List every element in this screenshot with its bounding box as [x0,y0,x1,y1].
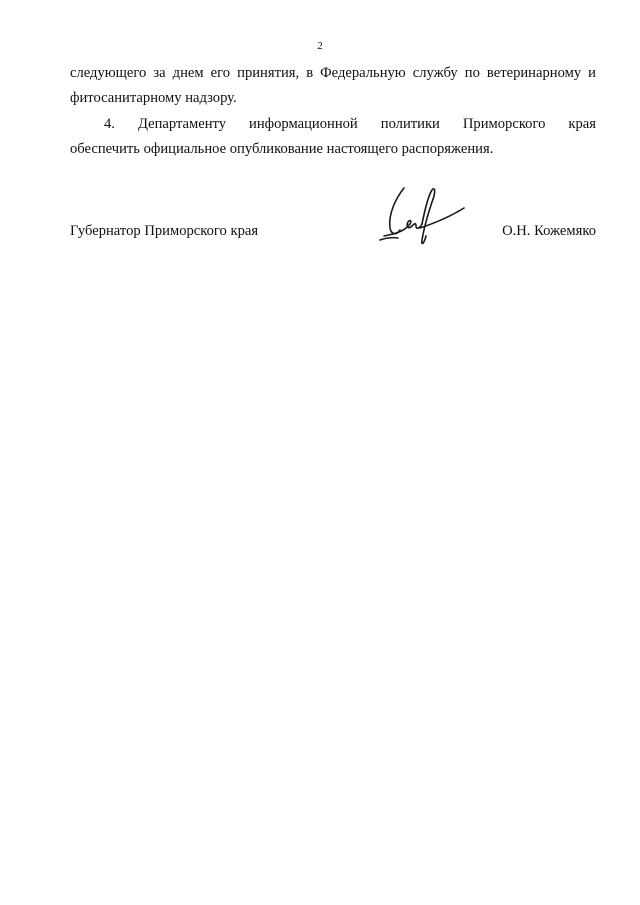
handwritten-signature-icon [376,184,472,250]
page-number: 2 [317,40,323,52]
text-line: 4. Департаменту информационной политики Приморского края [104,116,596,132]
text-line: обеспечить официальное опубликование настоящего распоряжения. [70,141,494,157]
text-line: следующего за днем его принятия, в Федеральную службу по ветеринарному и [70,65,596,81]
paragraph-4 [70,112,596,162]
signatory-position: Губернатор Приморского края [70,223,259,239]
text-line: фитосанитарному надзору. [70,90,237,106]
signature-block [70,218,596,244]
paragraph-continued [70,61,596,111]
signatory-name: О.Н. Кожемяко [502,223,596,239]
